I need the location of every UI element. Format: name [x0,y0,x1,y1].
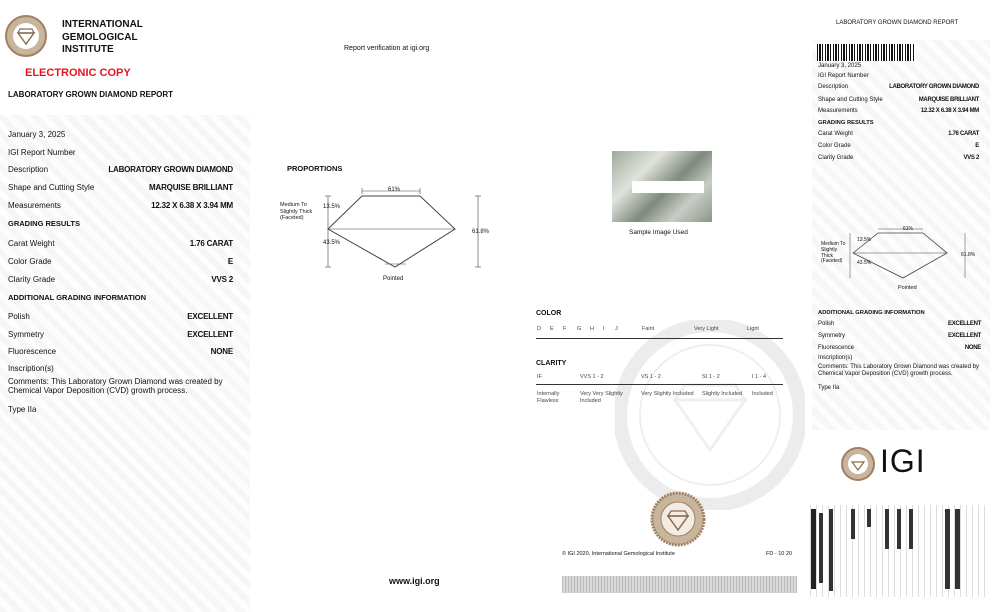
clarity-grade-if: IF [537,374,542,380]
color-letter-i: I [603,326,605,332]
clarity-value: VVS 2 [211,275,233,284]
culet-label-right: Pointed [898,285,917,291]
polish-value-right: EXCELLENT [948,321,981,327]
shape-row [8,183,233,192]
fluorescence-row-right [818,345,981,351]
color-letter-h: H [590,326,594,332]
crown-percent-right: 13.5% [857,237,872,243]
color-term-very-light: Very Light [694,326,719,332]
clarity-scale-line [536,384,783,385]
proportions-diagram [320,184,495,279]
security-microprint-strip [562,576,797,593]
color-term-faint: Faint [642,326,655,332]
proportions-heading: PROPORTIONS [287,164,343,173]
culet-label: Pointed [383,276,404,282]
girdle-description [280,202,312,222]
institute-name-line-3: INSTITUTE [62,44,114,55]
carat-row-right [818,131,979,137]
grading-results-heading: GRADING RESULTS [8,219,80,228]
clarity-term-si: Slightly Included [702,391,743,397]
pavilion-percent-right: 43.5% [857,260,872,266]
comments-text-right: Comments: This Laboratory Grown Diamond was created by Chemical Vapor Deposition (CVD) growth process. [818,364,979,377]
type-text-right: Type IIa [818,385,840,391]
measurements-row [8,201,233,210]
sample-diamond-image [612,151,712,222]
clarity-scale-heading: CLARITY [536,360,567,367]
comments-text: Comments: This Laboratory Grown Diamond was created by Chemical Vapor Deposition (CVD) growth process. [8,377,223,395]
clarity-term-vvs: Very Very Slightly Included [580,391,623,404]
measurements-value-right: 12.32 X 6.38 X 3.94 MM [920,108,979,114]
color-row [8,257,233,266]
report-title: LABORATORY GROWN DIAMOND REPORT [8,90,174,99]
girdle-description-right [821,242,845,265]
carat-value-right: 1.76 CARAT [948,131,979,137]
symmetry-value: EXCELLENT [187,330,233,339]
inscription-label-right: Inscription(s) [818,355,853,361]
igi-seal-logo-right [840,446,876,482]
polish-label: Polish [8,312,30,321]
image-redaction-bar [632,181,704,193]
depth-percent: 61.8% [472,229,490,235]
report-number-label: IGI Report Number [8,148,76,157]
verification-text: Report verification at igi.org [344,45,430,52]
symmetry-label: Symmetry [8,330,44,339]
clarity-grade-vvs: VVS 1 - 2 [580,374,604,380]
color-value-right: E [975,143,979,149]
carat-label: Carat Weight [8,239,55,248]
girdle-line-3: (Faceted) [280,215,304,221]
color-scale-line [536,338,783,339]
color-letter-f: F [563,326,567,332]
carat-value: 1.76 CARAT [189,239,233,248]
additional-info-heading: ADDITIONAL GRADING INFORMATION [8,293,147,302]
igi-embossed-seal [650,491,706,547]
inscription-label: Inscription(s) [8,364,54,373]
clarity-row [8,275,233,284]
clarity-label: Clarity Grade [8,275,56,284]
color-term-light: Light [747,326,759,332]
color-label: Color Grade [8,257,52,266]
measurements-row-right [818,108,979,114]
color-letter-g: G [577,326,582,332]
color-scale-heading: COLOR [536,310,562,317]
fluorescence-row [8,347,233,356]
color-value: E [227,257,233,266]
clarity-term-i: Included [752,391,773,397]
depth-percent-right: 61.8% [961,252,976,258]
fluorescence-value: NONE [210,347,233,356]
carat-row [8,239,233,248]
pavilion-percent: 43.5% [323,240,341,246]
proportions-diagram-small [845,225,975,285]
table-percent-right: 61% [903,226,914,232]
description-label: Description [8,165,49,174]
description-row-right [818,84,979,90]
polish-row [8,312,233,321]
clarity-row-right [818,155,979,161]
crown-percent: 13.5% [323,204,341,210]
shape-label: Shape and Cutting Style [8,183,95,192]
polish-row-right [818,321,981,327]
report-number-label-right: IGI Report Number [818,73,869,79]
carat-label-right: Carat Weight [818,131,853,137]
girdle-line-2: Slightly Thick [280,208,313,215]
clarity-label-right: Clarity Grade [818,155,854,161]
shape-value-right: MARQUISE BRILLIANT [918,97,979,103]
clarity-value-right: VVS 2 [963,155,979,161]
clarity-term-if: Internally Flawless [537,391,560,404]
clarity-term-vs: Very Slightly Included [641,391,694,397]
institute-name-line-1: INTERNATIONAL [62,19,143,30]
table-percent: 61% [388,187,401,193]
igi-logo-text: IGI [880,443,926,479]
description-label-right: Description [818,84,849,90]
sample-image-caption: Sample Image Used [629,229,688,236]
girdle-line-1: Medium To [280,202,307,208]
website-text: www.igi.org [389,576,440,586]
type-text: Type IIa [8,405,37,414]
color-letter-d: D [537,326,541,332]
fluorescence-label-right: Fluorescence [818,345,855,351]
shape-row-right [818,97,979,103]
form-code: FD - 10 20 [766,551,792,557]
description-row [8,165,233,174]
watermark-seal [615,320,805,510]
girdle-small-line-3: Thick [821,252,833,259]
report-date: January 3, 2025 [8,130,66,139]
symmetry-row-right [818,333,981,339]
shape-value: MARQUISE BRILLIANT [149,183,233,192]
report-date-right: January 3, 2025 [818,63,862,69]
measurements-label: Measurements [8,201,61,210]
symmetry-row [8,330,233,339]
color-letter-e: E [550,326,554,332]
color-row-right [818,143,979,149]
institute-name-line-2: GEMOLOGICAL [62,31,138,43]
fluorescence-label: Fluorescence [8,347,57,356]
grading-results-heading-right: GRADING RESULTS [818,120,874,126]
igi-seal-logo [4,14,48,58]
clarity-grade-si: SI 1 - 2 [702,374,720,380]
girdle-small-line-1: Medium To [821,241,846,247]
symmetry-label-right: Symmetry [818,333,845,339]
color-label-right: Color Grade [818,143,851,149]
description-value: LABORATORY GROWN DIAMOND [108,165,233,174]
polish-label-right: Polish [818,321,835,327]
symmetry-value-right: EXCELLENT [948,333,981,339]
measurements-label-right: Measurements [818,108,858,114]
polish-value: EXCELLENT [187,312,233,321]
girdle-small-line-4: (Faceted) [821,258,843,265]
color-letter-j: J [615,326,618,332]
clarity-grade-vs: VS 1 - 2 [641,374,661,380]
rotated-fine-print-block [805,505,985,597]
fluorescence-value-right: NONE [964,345,981,351]
copyright-text: © IGI 2020, International Gemological Institute [562,551,675,557]
measurements-value: 12.32 X 6.38 X 3.94 MM [151,201,233,210]
electronic-copy-label: ELECTRONIC COPY [25,67,131,79]
additional-info-heading-right: ADDITIONAL GRADING INFORMATION [818,310,925,316]
clarity-grade-i: I 1 - 4 [752,374,767,380]
barcode [817,44,915,61]
description-value-right: LABORATORY GROWN DIAMOND [889,84,979,90]
girdle-small-line-2: Slightly [821,246,838,253]
shape-label-right: Shape and Cutting Style [818,97,883,103]
report-title-right: LABORATORY GROWN DIAMOND REPORT [836,20,959,26]
